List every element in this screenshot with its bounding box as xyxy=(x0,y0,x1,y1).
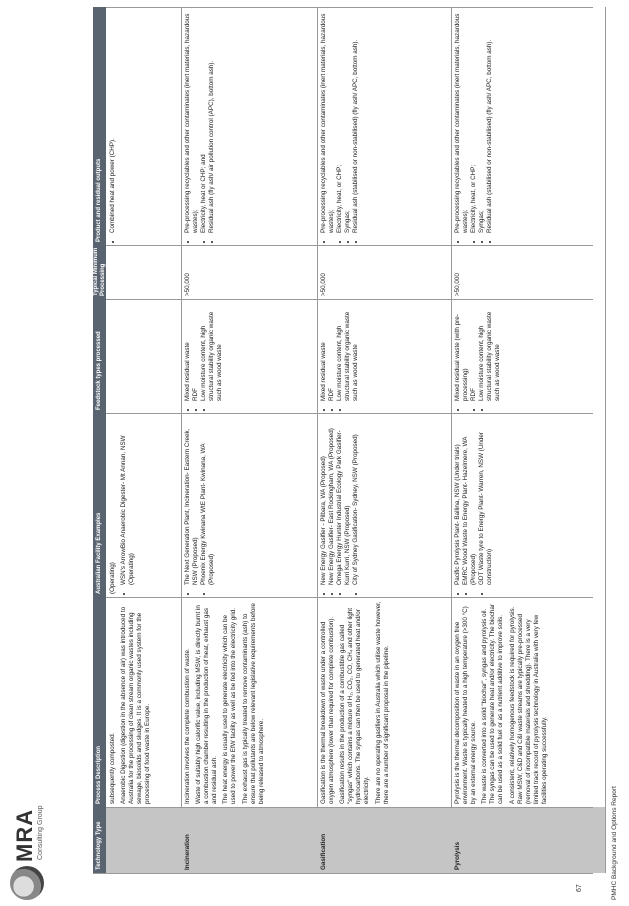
cell-feedstock xyxy=(106,299,181,413)
list-item: • RDF xyxy=(192,302,200,401)
column-divider xyxy=(106,413,593,414)
list-item: • Mixed residual waste xyxy=(184,302,192,401)
brand-logo xyxy=(10,790,50,900)
column-divider xyxy=(106,597,593,598)
list-item: • Low moisture content, high structural stability organic waste such as wood waste xyxy=(478,302,502,401)
cell-process xyxy=(181,597,317,807)
bullet-list xyxy=(184,302,224,410)
cell-feedstock xyxy=(451,299,605,413)
list-item: • WSN's ArrowBio Anaerobic Digester- Mt Annan, NSW (Operating) xyxy=(120,416,136,585)
bullet-list xyxy=(120,416,136,594)
list-item: • Electricity, heat, or CHP; xyxy=(336,10,344,233)
cell-facilities xyxy=(317,413,451,597)
globe-icon xyxy=(10,866,44,900)
header-min-processing: Typical Minimum Processing xyxy=(93,247,106,296)
cell-outputs xyxy=(451,7,605,245)
process-paragraph: The exhaust gas is typically treated to remove contaminants (ash) to ensure that pollutants are below relevant legislative requirements before being released to atmosphere. xyxy=(241,603,265,804)
cell-process xyxy=(451,597,605,807)
list-item: • RDF xyxy=(328,302,336,401)
cell-outputs xyxy=(106,7,181,245)
list-item: • Pacific Pyrolysis Plant- Ballina, NSW (Under trials) xyxy=(454,416,462,585)
list-item: • Pre-processing recyclables and other contaminates (inert materials, hazardous wastes); xyxy=(320,10,336,233)
table-row xyxy=(106,7,182,873)
list-item: • Pre-processing recyclables and other contaminates (inert materials, hazardous wastes); xyxy=(184,10,200,233)
process-paragraph: A consistent, relatively homogenous feedstock is required for pyrolysis. Raw MSW, C&D and C&I waste streams are typically pre-processed (removal of incompatible materials and shredding). There is a very limited track record of pyrolysis technology in Australia with very few facilities operating successfully. xyxy=(508,606,548,804)
table-row xyxy=(451,7,606,873)
process-paragraph: Gasification is the thermal breakdown of waste under a controlled oxygen atmosphere (lower than required for complete combustion). xyxy=(320,616,336,804)
cell-min-processing: >50,000 xyxy=(184,273,191,296)
header-outputs: Product and residual outputs xyxy=(96,158,102,242)
process-paragraph: The waste is converted into a solid "biochar", syngas and pyrolysis oil. The syngas can be used to generate heat and/or electricity. The biochar can be used as a solid fuel or as a nutrient additive to improve soils. xyxy=(481,604,505,804)
cell-technology xyxy=(106,807,181,873)
process-paragraph: Waste of suitably high calorific value, including MSW, is directly burnt in a combustion chamber resulting in the production of heat, exhaust gas and residual ash. xyxy=(195,605,219,804)
bullet-list xyxy=(184,416,216,594)
process-paragraph: Anaerobic Digestion (digestion in the absence of air) was introduced to Australia for the processing of clean stream organic wastes including sewage, biosolids and sludges. It is a commonly used system for the processing of food waste in Europe. xyxy=(120,606,152,804)
footer-text: PMHC Background and Options Report xyxy=(611,786,618,900)
bullet-list xyxy=(320,302,360,410)
cell-technology: Incineration xyxy=(181,807,317,873)
process-paragraph: Gasification results in the production of a combustible gas called "syngas" which contains a mixture of H₂, CO₂, CO, CH₄ and other light hydrocarbons. The syngas can then be used to generated heat and/or electricity. xyxy=(339,607,371,804)
list-item: • Residual ash (fly ash/ air pollution control (APC), bottom ash). xyxy=(208,10,216,233)
bullet-list xyxy=(320,10,360,242)
column-divider xyxy=(106,245,593,246)
cell-feedstock xyxy=(181,299,317,413)
list-item: • GDT Waste tyre to Energy Plant- Warren, NSW (Under construction) xyxy=(478,416,494,585)
cell-process xyxy=(106,597,181,807)
bullet-list xyxy=(454,10,494,242)
list-item: • Omega Energy Hunter Industrial Ecology Park Gasifier- Kurri Kurri, NSW (Proposed) xyxy=(336,416,352,585)
process-paragraph: The heat energy is usually used to generate electricity which can be used to power the EfW facility as well as be fed into the electricity grid. xyxy=(222,608,238,804)
list-item: • Electricity, heat, or CHP; xyxy=(470,10,478,233)
table-row xyxy=(317,7,452,873)
list-item: • Low moisture content, high structural stability organic waste such as wood waste xyxy=(200,302,224,401)
bullet-list xyxy=(320,416,360,594)
table-header xyxy=(93,7,106,873)
bullet-list xyxy=(454,416,494,594)
cell-facilities xyxy=(451,413,605,597)
list-item: • Residual ash (stabilised or non-stabilised) (fly ash/ APC, bottom ash). xyxy=(352,10,360,233)
list-item: • Residual ash (stabilised or non-stabilised) (fly ash/ APC, bottom ash). xyxy=(486,10,494,233)
list-item: • Pre-processing recyclables and other contaminates (inert materials, hazardous wastes); xyxy=(454,10,470,233)
list-item: • Combined heat and power (CHP). xyxy=(109,10,117,233)
list-item: • Mixed residual waste xyxy=(320,302,328,401)
brand-name: MRA xyxy=(12,808,37,862)
bullet-list xyxy=(454,302,503,410)
process-paragraph: Pyrolysis is the thermal decomposition of waste in an oxygen free environment. Waste is typically heated to a high temperature (>300 °C) by an external energy source. xyxy=(454,606,478,804)
header-feedstock: Feedstock types processed xyxy=(96,331,102,410)
cell-min-processing xyxy=(106,245,181,299)
list-item: • Phoenix Energy Kwinana WtE Plant- Kwinana, WA (Proposed) xyxy=(200,416,216,585)
cell-facilities xyxy=(106,413,181,597)
cell-min-processing: >50,000 xyxy=(454,273,461,296)
list-item: • New Energy Gasifier - Pilbara, WA (Proposed) xyxy=(320,416,328,585)
cell-min-processing: >50,000 xyxy=(320,273,327,296)
list-item: • City of Sydney Gasification- Sydney, NSW (Proposed) xyxy=(352,416,360,585)
list-item: • Syngas; xyxy=(344,10,352,233)
list-item: • RDF xyxy=(470,302,478,401)
bullet-list xyxy=(109,10,117,242)
list-item: • The Next Generation Plant, Incineration- Eastern Creek, NSW (Proposed) xyxy=(184,416,200,585)
cell-outputs xyxy=(181,7,317,245)
column-divider xyxy=(106,7,593,8)
table-row xyxy=(181,7,318,873)
header-process: Process Description xyxy=(96,745,102,804)
column-divider xyxy=(106,807,593,808)
facility-status: (Operating) xyxy=(109,562,116,594)
cell-outputs xyxy=(317,7,451,245)
cell-process xyxy=(317,597,451,807)
process-paragraph: subsequently composted. xyxy=(109,732,116,804)
process-paragraph: Incineration involves the complete combustion of waste. xyxy=(184,648,191,804)
list-item: • Electricity, heat or CHP; and xyxy=(200,10,208,233)
list-item: • Syngas; xyxy=(478,10,486,233)
cell-feedstock xyxy=(317,299,451,413)
cell-technology: Pyrolysis xyxy=(451,807,605,873)
list-item: • Mixed residual waste (with pre-processing) xyxy=(454,302,470,401)
technology-table xyxy=(93,7,593,874)
cell-technology: Gasification xyxy=(317,807,451,873)
column-divider xyxy=(106,299,593,300)
header-technology: Technology Type xyxy=(96,821,102,870)
process-paragraph: There are no operating gasifiers in Australia which utilise waste however, there are a number of significant proposal in the pipeline. xyxy=(374,601,390,804)
header-facilities: Australian Facility Examples xyxy=(96,512,102,594)
bullet-list xyxy=(184,10,216,242)
cell-facilities xyxy=(181,413,317,597)
brand-tagline: Consulting Group xyxy=(37,805,44,860)
list-item: • EMRC Wood Waste to Energy Plant- Hazelmere, WA (Proposed) xyxy=(462,416,478,585)
list-item: • New Energy Gasifier- East Rockingham, WA (Proposed) xyxy=(328,416,336,585)
page-number: 67 xyxy=(576,884,583,892)
list-item: • Low moisture content, high structural stability organic waste such as wood waste xyxy=(336,302,360,401)
